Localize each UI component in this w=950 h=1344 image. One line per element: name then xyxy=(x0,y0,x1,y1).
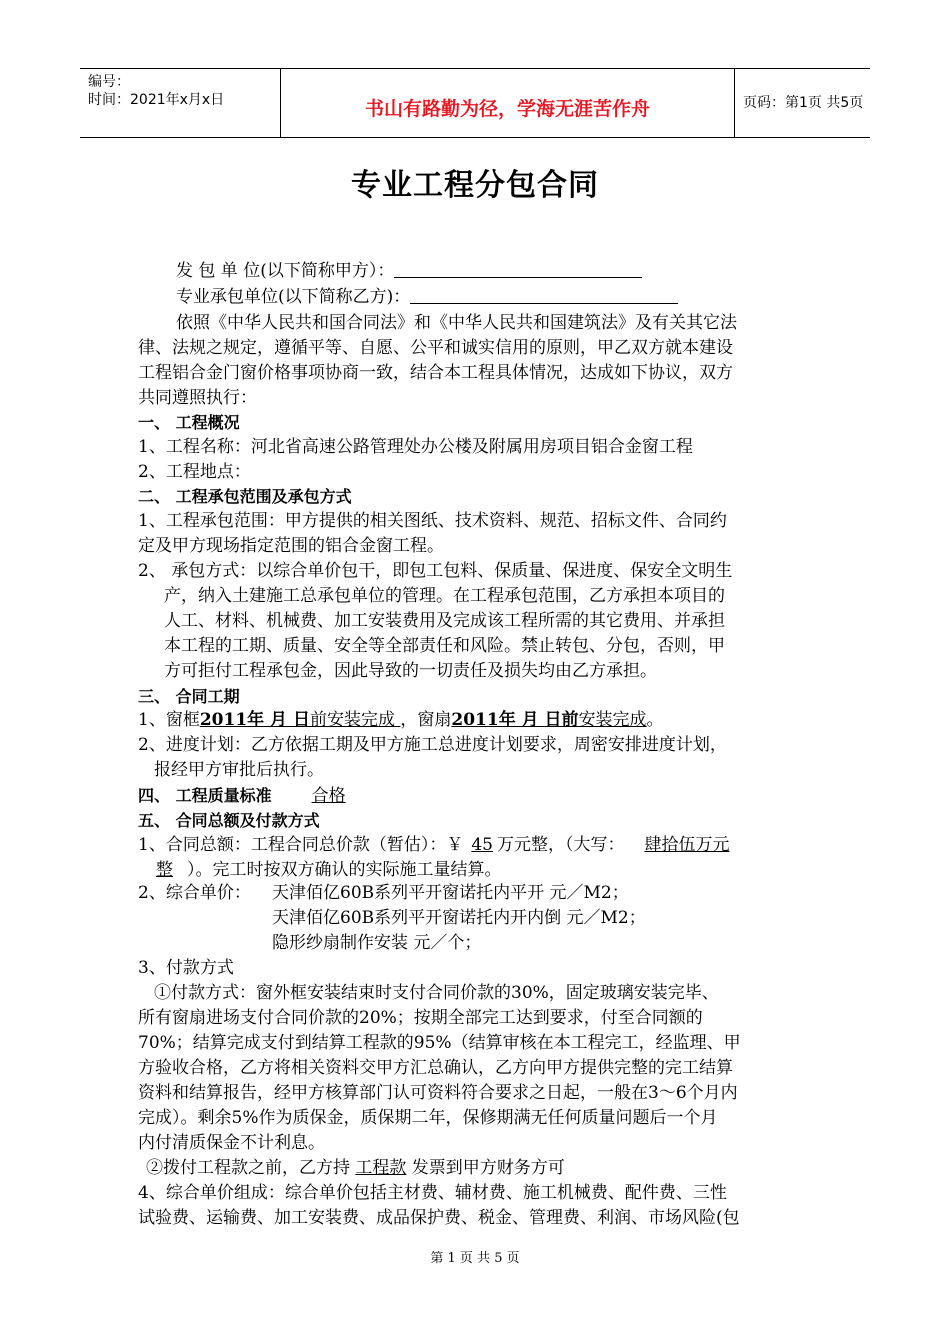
section-heading-3: 三、 合同工期 xyxy=(138,687,240,706)
scope-line: 定及甲方现场指定范围的铝合金窗工程。 xyxy=(138,536,444,556)
payment-line: 完成）。剩余5%作为质保金，质保期二年，保修期满无任何质量问题后一个月 xyxy=(138,1108,718,1128)
quality-standard-value: 合格 xyxy=(311,786,346,806)
contract-method-line: 方可拒付工程承包金，因此导致的一切责任及损失均由乙方承担。 xyxy=(164,661,657,681)
unit-price-item: 天津佰亿60B系列平开窗诺托内开内倒 元／M2； xyxy=(272,908,646,928)
payment-line: 所有窗扇进场支付合同价款的20%；按期全部完工达到要求，付至合同额的 xyxy=(138,1008,703,1028)
header-page-number: 页码：第1页 共5页 xyxy=(743,95,864,111)
header-meta-cell xyxy=(80,69,281,137)
unit-price-item: 隐形纱扇制作安装 元／个； xyxy=(272,933,482,953)
document-title: 专业工程分包合同 xyxy=(351,168,599,203)
header-page-cell xyxy=(735,69,870,137)
schedule-frame-label: 1、窗框 xyxy=(138,710,200,730)
project-location-line: 2、工程地点： xyxy=(138,462,251,482)
party-b-label: 专业承包单位(以下简称乙方)： xyxy=(176,287,411,307)
quality-standard-line xyxy=(138,783,346,809)
page-footer: 第 1 页 共 5 页 xyxy=(430,1251,520,1266)
party-a-blank xyxy=(394,259,642,278)
section-heading-2: 二、 工程承包范围及承包方式 xyxy=(138,487,352,506)
payment-line: ①付款方式：窗外框安装结束时支付合同价款的30%，固定玻璃安装完毕、 xyxy=(154,983,719,1003)
party-a-line xyxy=(176,259,642,284)
sash-completion-date: 2011年 月 日前 xyxy=(451,710,579,730)
invoice-line xyxy=(146,1156,565,1181)
unit-price-label: 2、综合单价： xyxy=(138,883,251,903)
unit-price-item: 天津佰亿60B系列平开窗诺托内平开 元／M2； xyxy=(272,883,629,903)
scope-line: 1、工程承包范围：甲方提供的相关图纸、技术资料、规范、招标文件、合同约 xyxy=(138,511,727,531)
contract-total-uppercase: 肆拾伍万元 xyxy=(644,835,730,855)
party-a-label: 发 包 单 位(以下简称甲方）： xyxy=(176,261,395,281)
contract-total-label: 1、合同总额：工程合同总价款（暂估）：￥ xyxy=(138,835,464,855)
intro-line: 依照《中华人民共和国合同法》和《中华人民共和国建筑法》及有关其它法 xyxy=(176,313,737,333)
project-name-line: 1、工程名称：河北省高速公路管理处办公楼及附属用房项目铝合金窗工程 xyxy=(138,437,693,457)
schedule-line xyxy=(138,708,664,733)
header-motto-cell xyxy=(281,69,735,137)
contract-total-amount: 45 xyxy=(471,835,493,855)
price-composition-line: 试验费、运输费、加工安装费、成品保护费、税金、管理费、利润、市场风险(包 xyxy=(138,1208,740,1228)
contract-total-line xyxy=(138,833,729,858)
invoice-label: ②拨付工程款之前，乙方持 xyxy=(146,1158,356,1178)
party-b-blank xyxy=(410,285,678,304)
invoice-tail: 发票到甲方财务方可 xyxy=(406,1158,565,1178)
payment-heading: 3、付款方式 xyxy=(138,958,234,978)
payment-line: 70%；结算完成支付到结算工程款的95%（结算审核在本工程完工，经监理、甲 xyxy=(138,1033,741,1053)
document-header xyxy=(80,68,870,138)
section-heading-1: 一、 工程概况 xyxy=(138,413,240,432)
payment-line: 方验收合格，乙方将相关资料交甲方汇总确认，乙方向甲方提供完整的完工结算 xyxy=(138,1058,733,1078)
party-b-line xyxy=(176,285,678,310)
contract-method-line: 产，纳入土建施工总承包单位的管理。在工程承包范围，乙方承担本项目的 xyxy=(164,586,725,606)
schedule-end-mark: 。 xyxy=(646,710,664,730)
contract-method-line: 本工程的工期、质量、安全等全部责任和风险。禁止转包、分包，否则，甲 xyxy=(164,636,725,656)
contract-total-line-2 xyxy=(156,858,502,883)
document-date-label: 时间：2021年x月x日 xyxy=(88,92,225,108)
document-number-label: 编号： xyxy=(88,74,130,90)
section-heading-5: 五、 合同总额及付款方式 xyxy=(138,811,320,830)
price-composition-line: 4、综合单价组成：综合单价包括主材费、辅材费、施工机械费、配件费、三性 xyxy=(138,1183,727,1203)
schedule-sash-label: ，窗扇 xyxy=(400,710,452,730)
intro-line: 律、法规之规定，遵循平等、自愿、公平和诚实信用的原则，甲乙双方就本建设 xyxy=(138,338,733,358)
header-motto: 书山有路勤为径，学海无涯苦作舟 xyxy=(364,98,650,120)
contract-total-settlement: ）。完工时按双方确认的实际施工量结算。 xyxy=(187,860,502,880)
payment-line: 内付清质保金不计利息。 xyxy=(138,1133,325,1153)
intro-line: 共同遵照执行： xyxy=(138,388,257,408)
contract-total-unit: 万元整，（大写： xyxy=(496,835,625,855)
invoice-type-value: 工程款 xyxy=(355,1158,407,1178)
contract-total-uppercase-end: 整 xyxy=(156,860,173,880)
payment-line: 资料和结算报告，经甲方核算部门认可资料符合要求之日起，一般在3～6个月内 xyxy=(138,1083,738,1103)
frame-completion-date: 2011年 月 日 xyxy=(199,710,310,730)
sash-completion-text: 安装完成 xyxy=(578,710,647,730)
progress-plan-line: 2、进度计划：乙方依据工期及甲方施工总进度计划要求，周密安排进度计划， xyxy=(138,735,727,755)
progress-plan-line: 报经甲方审批后执行。 xyxy=(154,760,324,780)
section-heading-4: 四、 工程质量标准 xyxy=(138,786,272,805)
frame-completion-text: 前安装完成 xyxy=(309,710,401,730)
contract-method-line: 人工、材料、机械费、加工安装费用及完成该工程所需的其它费用、并承担 xyxy=(164,611,725,631)
intro-line: 工程铝合金门窗价格事项协商一致，结合本工程具体情况，达成如下协议，双方 xyxy=(138,363,733,383)
contract-method-line: 2、 承包方式：以综合单价包干，即包工包料、保质量、保进度、保安全文明生 xyxy=(138,561,733,581)
